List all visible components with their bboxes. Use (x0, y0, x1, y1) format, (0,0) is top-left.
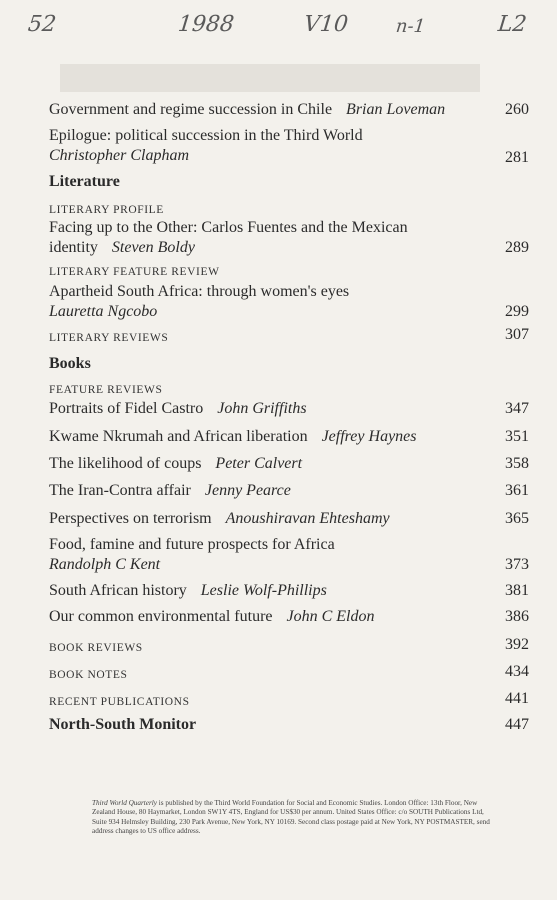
entry-title: Government and regime succession in Chile (49, 101, 333, 118)
entry-title: Food, famine and future prospects for Africa (49, 536, 335, 553)
entry-author: Steven Boldy (111, 239, 195, 256)
toc-entry[interactable] (49, 100, 529, 120)
page-number: 299 (505, 303, 529, 320)
entry-title: Our common environmental future (49, 608, 273, 625)
entry-title: Kwame Nkrumah and African liberation (49, 428, 308, 445)
page-number: 441 (505, 690, 529, 707)
subsection-label: LITERARY PROFILE (49, 204, 164, 216)
handwritten-code: L2 (496, 12, 528, 37)
entry-author: Leslie Wolf-Phillips (200, 582, 327, 599)
entry-title: Facing up to the Other: Carlos Fuentes and the Mexican (49, 219, 408, 236)
page-number: 260 (505, 101, 529, 118)
toc-entry[interactable] (49, 581, 529, 601)
page-number: 347 (505, 400, 529, 417)
section-heading: Books (49, 355, 91, 372)
subsection-label: LITERARY FEATURE REVIEW (49, 266, 220, 278)
handwritten-volume: V10 (302, 12, 350, 37)
entry-title: Perspectives on terrorism (49, 510, 212, 527)
entry-author: Peter Calvert (215, 455, 303, 472)
footer-text: is published by the Third World Foundation for Social and Economic Studies. London Office: 13th Floor, New Zealand House, 80 Haymarket, London SW1Y 4TS, England for US$30 per annum. United States Office: c/o SOUTH Publications Ltd, Suite 934 Helmsley Building, 230 Park Avenue, New York, NY 10169. Second class postage paid at New York, NY POSTMASTER, send address changes to US office address. (92, 799, 490, 836)
page-number: 447 (505, 716, 529, 733)
toc-entry[interactable] (49, 328, 529, 346)
entry-title: BOOK NOTES (49, 669, 128, 681)
handwritten-year: 1988 (176, 12, 236, 37)
entry-title: Apartheid South Africa: through women's eyes (49, 283, 350, 300)
toc-entry[interactable] (49, 638, 529, 656)
toc-entry[interactable] (49, 665, 529, 683)
entry-author: Jenny Pearce (204, 482, 291, 499)
entry-title: The likelihood of coups (49, 455, 202, 472)
entry-title: RECENT PUBLICATIONS (49, 696, 190, 708)
toc-entry[interactable] (49, 454, 529, 474)
toc-entry[interactable] (49, 716, 529, 734)
page-number: 392 (505, 636, 529, 653)
toc-entry[interactable] (49, 427, 529, 447)
page-number: 358 (505, 455, 529, 472)
entry-title: BOOK REVIEWS (49, 642, 143, 654)
entry-author: John C Eldon (286, 608, 375, 625)
page-number: 307 (505, 326, 529, 343)
page-number: 386 (505, 608, 529, 625)
toc-entry[interactable] (49, 509, 529, 529)
section-heading: Literature (49, 173, 120, 190)
toc-entry[interactable] (49, 126, 529, 166)
toc-entry[interactable] (49, 535, 529, 575)
page-number: 281 (505, 149, 529, 166)
entry-title: Epilogue: political succession in the Third World (49, 127, 363, 144)
page-number: 373 (505, 556, 529, 573)
handwritten-number: n-1 (394, 16, 427, 37)
toc-entry[interactable] (49, 399, 529, 419)
journal-name: Third World Quarterly (92, 799, 157, 807)
page-number: 434 (505, 663, 529, 680)
entry-title-cont: identity (49, 239, 98, 256)
entry-author: Randolph C Kent (49, 556, 161, 573)
entry-author: Lauretta Ngcobo (49, 303, 158, 320)
entry-author: Brian Loveman (346, 101, 446, 118)
page-number: 361 (505, 482, 529, 499)
entry-title: The Iran-Contra affair (49, 482, 191, 499)
page-number: 351 (505, 428, 529, 445)
toc-entry[interactable] (49, 692, 529, 710)
toc-entry[interactable] (49, 481, 529, 501)
page-number: 289 (505, 239, 529, 256)
subsection-label: FEATURE REVIEWS (49, 384, 163, 396)
entry-author: John Griffiths (217, 400, 307, 417)
page-number: 365 (505, 510, 529, 527)
publication-footer (92, 799, 499, 837)
entry-author: Jeffrey Haynes (321, 428, 417, 445)
page-number: 381 (505, 582, 529, 599)
section-heading: North-South Monitor (49, 716, 197, 733)
entry-author: Christopher Clapham (49, 147, 190, 164)
handwritten-note: 52 (26, 12, 58, 37)
entry-title: LITERARY REVIEWS (49, 332, 169, 344)
bleed-through-shadow (60, 64, 480, 92)
toc-entry[interactable] (49, 282, 529, 322)
entry-author: Anoushiravan Ehteshamy (225, 510, 390, 527)
entry-title: South African history (49, 582, 187, 599)
entry-title: Portraits of Fidel Castro (49, 400, 204, 417)
toc-entry[interactable] (49, 218, 529, 258)
toc-entry[interactable] (49, 607, 529, 627)
